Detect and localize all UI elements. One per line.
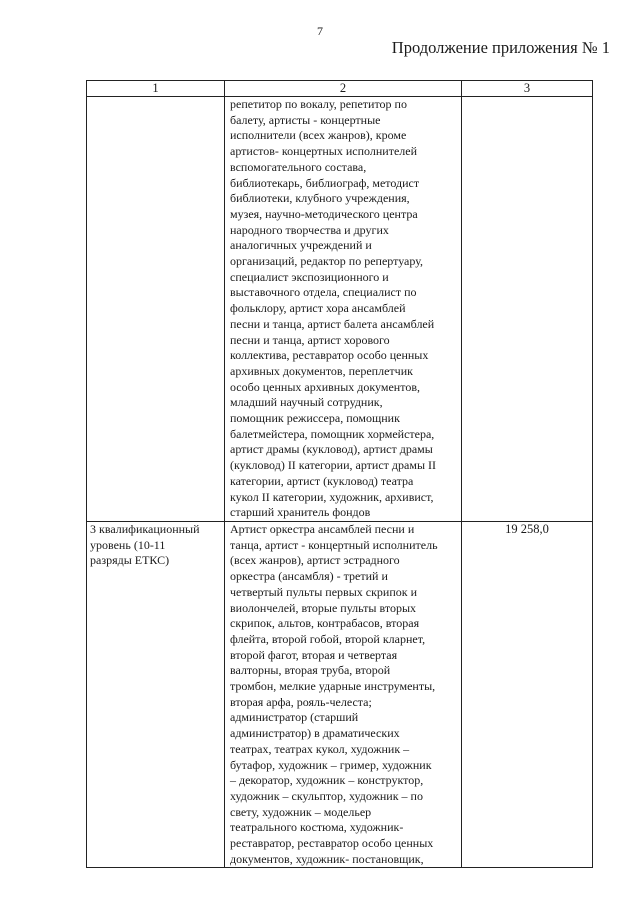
text-line: валторны, вторая труба, второй xyxy=(230,663,391,678)
column-number-row xyxy=(87,81,593,97)
positions-cell xyxy=(225,97,462,522)
text-line: четвертый пульты первых скрипок и xyxy=(230,584,418,599)
text-line: скрипок, альтов, контрабасов, вторая xyxy=(230,616,420,631)
positions-cell xyxy=(225,521,462,867)
text-line: артистов- концертных исполнителей xyxy=(230,144,418,159)
text-line: уровень (10-11 xyxy=(90,537,166,552)
text-line: кукол II категории, художник, архивист, xyxy=(230,489,434,504)
text-line: флейта, второй гобой, второй кларнет, xyxy=(230,631,426,646)
text-line: балетмейстера, помощник хормейстера, xyxy=(230,426,435,441)
text-line: песни и танца, артист балета ансамблей xyxy=(230,316,435,331)
text-line: театрах, театрах кукол, художник – xyxy=(230,741,410,756)
text-line: помощник режиссера, помощник xyxy=(230,411,400,426)
text-line: категории, артист (кукловод) театра xyxy=(230,473,414,488)
text-line: (всех жанров), артист эстрадного xyxy=(230,553,400,568)
text-line: аналогичных учреждений и xyxy=(230,238,372,253)
text-line: второй фагот, вторая и четвертая xyxy=(230,647,398,662)
page-number: 7 xyxy=(317,24,323,38)
appendix-header: Продолжение приложения № 1 xyxy=(391,38,610,57)
text-line: тромбон, мелкие ударные инструменты, xyxy=(230,679,436,694)
text-line: библиотекарь, библиограф, методист xyxy=(230,175,420,190)
text-line: музея, научно-методического центра xyxy=(230,206,418,221)
text-line: Артист оркестра ансамблей песни и xyxy=(230,521,415,536)
text-line: фольклору, артист хора ансамблей xyxy=(230,301,406,316)
text-line: художник – скульптор, художник – по xyxy=(230,788,423,803)
text-line: песни и танца, артист хорового xyxy=(230,332,390,347)
text-line: архивных документов, переплетчик xyxy=(230,363,413,378)
text-line: оркестра (ансамбля) - третий и xyxy=(230,569,388,584)
text-line: организаций, редактор по репертуару, xyxy=(230,254,424,269)
text-line: младший научный сотрудник, xyxy=(230,395,383,410)
text-line: специалист экспозиционного и xyxy=(230,269,389,284)
qualification-level-cell xyxy=(87,97,225,522)
text-line: свету, художник – модельер xyxy=(230,804,372,819)
salary-table xyxy=(86,80,593,868)
text-line: вторая арфа, рояль-челеста; xyxy=(230,694,372,709)
text-line: артист драмы (кукловод), артист драмы xyxy=(230,442,433,457)
text-line: (кукловод) II категории, артист драмы II xyxy=(230,458,436,473)
text-line: администратор (старший xyxy=(230,710,359,725)
text-line: исполнители (всех жанров), кроме xyxy=(230,128,407,143)
text-line: танца, артист - концертный исполнитель xyxy=(230,537,438,552)
salary-cell xyxy=(462,97,593,522)
text-line: библиотеки, клубного учреждения, xyxy=(230,191,410,206)
text-line: балету, артисты - концертные xyxy=(230,112,381,127)
text-line: старший хранитель фондов xyxy=(230,505,371,520)
text-line: разряды ЕТКС) xyxy=(90,553,170,568)
qualification-level-cell xyxy=(87,521,225,867)
text-line: выставочного отдела, специалист по xyxy=(230,285,417,300)
text-line: 3 квалификационный xyxy=(90,521,200,536)
table-row xyxy=(87,97,593,522)
text-line: виолончелей, вторые пульты вторых xyxy=(230,600,416,615)
text-line: коллектива, реставратор особо ценных xyxy=(230,348,429,363)
text-line: документов, художник- постановщик, xyxy=(230,851,424,866)
text-line: – декоратор, художник – конструктор, xyxy=(230,773,424,788)
text-line: народного творчества и других xyxy=(230,222,389,237)
text-line: театрального костюма, художник- xyxy=(230,820,404,835)
text-line: администратор) в драматических xyxy=(230,726,400,741)
table-row xyxy=(87,521,593,867)
text-line: вспомогательного состава, xyxy=(230,159,367,174)
column-number: 1 xyxy=(87,81,225,97)
text-line: особо ценных архивных документов, xyxy=(230,379,420,394)
text-line: репетитор по вокалу, репетитор по xyxy=(230,97,407,111)
column-number: 3 xyxy=(462,81,593,97)
salary-cell: 19 258,0 xyxy=(462,521,593,867)
column-number: 2 xyxy=(225,81,462,97)
text-line: бутафор, художник – гример, художник xyxy=(230,757,432,772)
text-line: реставратор, реставратор особо ценных xyxy=(230,836,434,851)
